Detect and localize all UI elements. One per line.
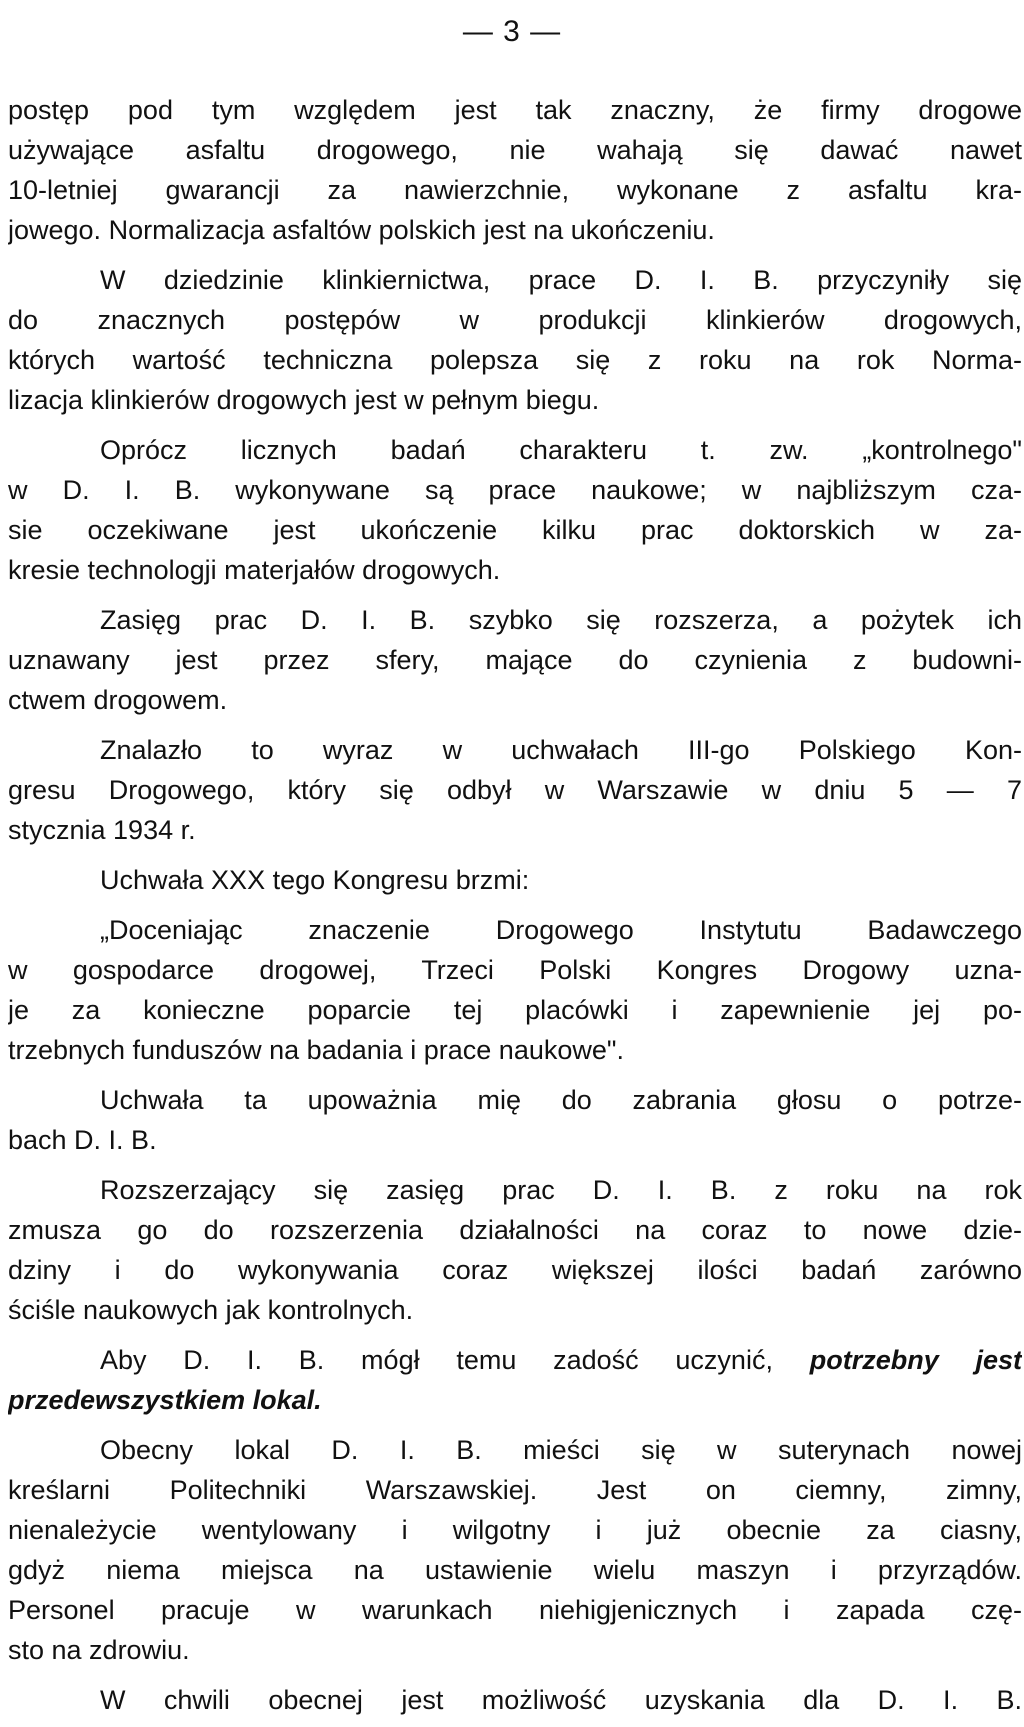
text-line: W dziedzinie klinkiernictwa, prace D. I. B. przyczyniły się (100, 265, 1022, 295)
text-line: sie oczekiwane jest ukończenie kilku prac doktorskich w za- (8, 515, 1022, 545)
text-line: sto na zdrowiu. (8, 1635, 190, 1665)
text-segment: Aby D. I. B. mógł temu zadość uczynić, (100, 1345, 810, 1375)
text-line: trzebnych funduszów na badania i prace naukowe". (8, 1035, 624, 1065)
text-line: je za konieczne poparcie tej placówki i zapewnienie jej po- (8, 995, 1022, 1025)
text-line: uznawany jest przez sfery, mające do czynienia z budowni- (8, 645, 1022, 675)
page-number: — 3 — (462, 15, 562, 48)
text-line: kresie technologji materjałów drogowych. (8, 555, 501, 585)
text-line: Uchwała XXX tego Kongresu brzmi: (100, 865, 530, 895)
text-line: używające asfaltu drogowego, nie wahają się dawać nawet (8, 135, 1022, 165)
text-line: W chwili obecnej jest możliwość uzyskania dla D. I. B. (100, 1685, 1022, 1715)
text-line: do znacznych postępów w produkcji klinkierów drogowych, (8, 305, 1022, 335)
text-line: kreślarni Politechniki Warszawskiej. Jest on ciemny, zimny, (8, 1475, 1022, 1505)
text-line: w D. I. B. wykonywane są prace naukowe; w najbliższym cza- (8, 475, 1022, 505)
text-line: jowego. Normalizacja asfaltów polskich jest na ukończeniu. (8, 215, 715, 245)
text-line: których wartość techniczna polepsza się z roku na rok Norma- (8, 345, 1022, 375)
text-line: postęp pod tym względem jest tak znaczny, że firmy drogowe (8, 95, 1022, 125)
emphasis-text: potrzebny jest (809, 1345, 1022, 1375)
text-line: lizacja klinkierów drogowych jest w pełnym biegu. (8, 385, 600, 415)
text-line: ctwem drogowem. (8, 685, 228, 715)
text-line: Rozszerzający się zasięg prac D. I. B. z roku na rok (100, 1175, 1022, 1205)
text-line: Znalazło to wyraz w uchwałach III-go Polskiego Kon- (100, 735, 1022, 765)
text-line: gdyż niema miejsca na ustawienie wielu maszyn i przyrządów. (8, 1555, 1022, 1585)
text-line: gresu Drogowego, który się odbył w Warszawie w dniu 5 — 7 (8, 775, 1022, 805)
text-line (8, 1340, 1022, 1380)
text-line: „Doceniając znaczenie Drogowego Instytutu Badawczego (100, 915, 1022, 945)
text-line: w gospodarce drogowej, Trzeci Polski Kongres Drogowy uzna- (8, 955, 1022, 985)
text-line: 10-letniej gwarancji za nawierzchnie, wykonane z asfaltu kra- (8, 175, 1022, 205)
text-line: zmusza go do rozszerzenia działalności na coraz to nowe dzie- (8, 1215, 1022, 1245)
text-line: Uchwała ta upoważnia mię do zabrania głosu o potrze- (100, 1085, 1022, 1115)
text-line: Zasięg prac D. I. B. szybko się rozszerza, a pożytek ich (100, 605, 1022, 635)
text-line: Obecny lokal D. I. B. mieści się w suterynach nowej (100, 1435, 1022, 1465)
text-line: ściśle naukowych jak kontrolnych. (8, 1295, 414, 1325)
text-line: stycznia 1934 r. (8, 815, 196, 845)
text-line: Personel pracuje w warunkach niehigjenicznych i zapada czę- (8, 1595, 1022, 1625)
body-text (8, 90, 1022, 1720)
text-line: dziny i do wykonywania coraz większej ilości badań zarówno (8, 1255, 1022, 1285)
text-line: bach D. I. B. (8, 1125, 157, 1155)
text-line (8, 1380, 1022, 1420)
emphasis-text: przedewszystkiem lokal. (8, 1385, 322, 1415)
text-line: Oprócz licznych badań charakteru t. zw. „kontrolnego" (100, 435, 1022, 465)
text-line: nienależycie wentylowany i wilgotny i już obecnie za ciasny, (8, 1515, 1022, 1545)
